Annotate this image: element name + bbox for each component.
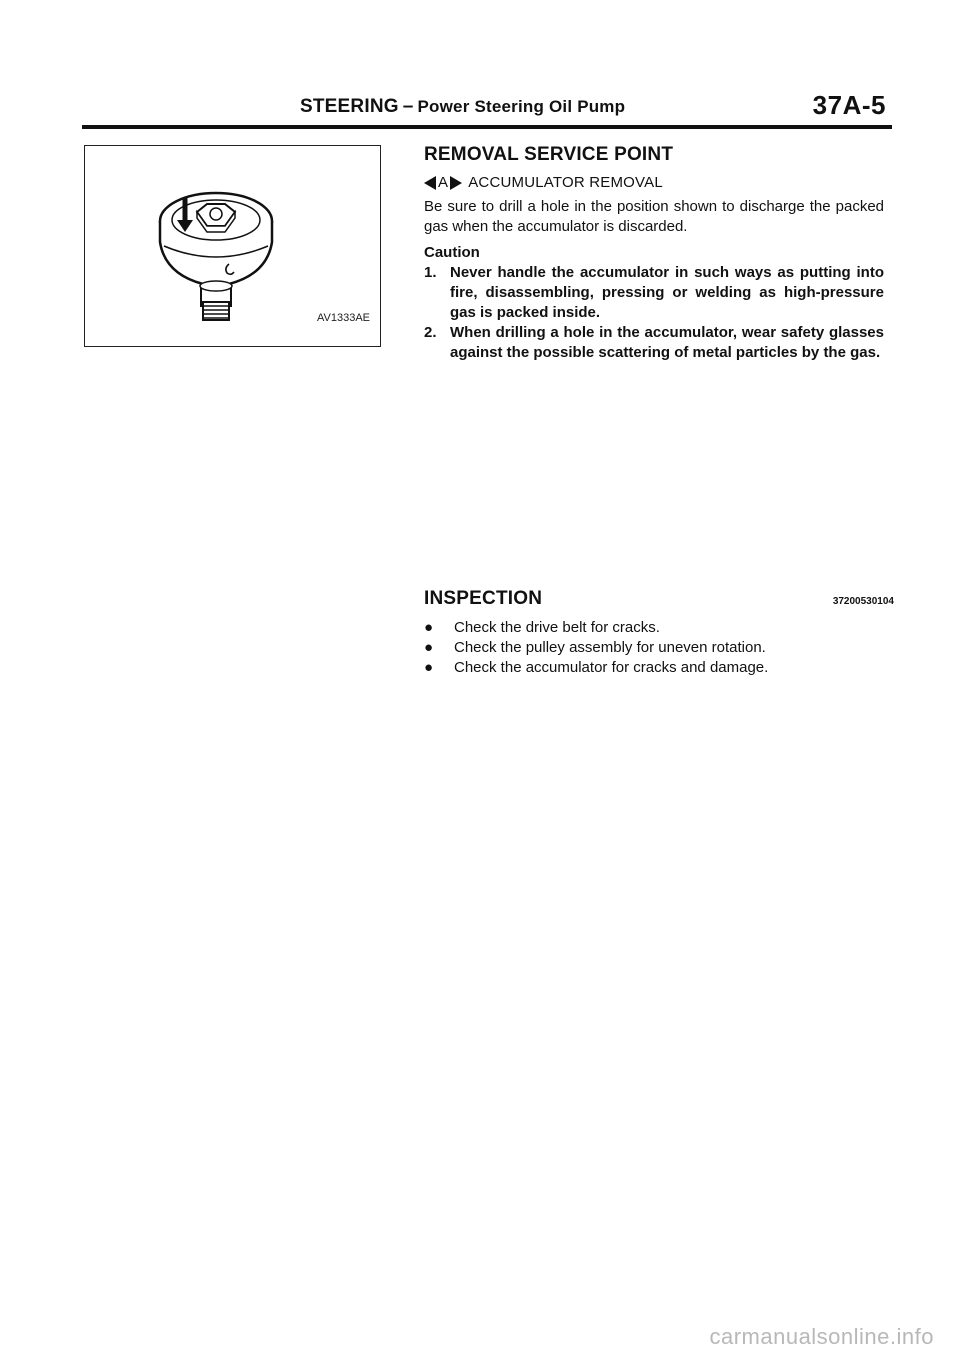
removal-paragraph: Be sure to drill a hole in the position shown to discharge the packed gas when the accumulator is discarded. [424, 198, 884, 235]
accumulator-figure [84, 145, 381, 347]
bullet-icon: ● [424, 639, 434, 656]
list-item-text: Check the accumulator for cracks and damage. [454, 659, 769, 676]
header-title [300, 96, 625, 118]
list-item [424, 323, 884, 363]
caution-label: Caution [424, 244, 480, 261]
list-item [424, 658, 894, 678]
list-item-text: Never handle the accumulator in such ways as putting into fire, disassembling, pressing or welding as high-pressure gas is packed inside. [450, 264, 884, 321]
list-item-number: 1. [424, 264, 437, 281]
triangle-right-icon [450, 176, 462, 190]
inspection-code: 37200530104 [832, 596, 894, 607]
inspection-title: INSPECTION [424, 588, 543, 609]
step-heading [424, 174, 884, 191]
watermark: carmanualsonline.info [709, 1324, 934, 1349]
bullet-icon: ● [424, 659, 434, 676]
bullet-icon: ● [424, 619, 434, 636]
list-item-text: Check the drive belt for cracks. [454, 619, 660, 636]
header-dash: – [402, 96, 414, 117]
triangle-left-icon [424, 176, 436, 190]
figure-code: AV1333AE [316, 312, 370, 324]
header-subsection: Power Steering Oil Pump [417, 97, 626, 116]
page-header [82, 90, 886, 126]
removal-title: REMOVAL SERVICE POINT [424, 144, 674, 165]
list-item [424, 618, 894, 638]
page-number: 37A-5 [812, 90, 886, 120]
list-item [424, 263, 884, 323]
inspection-heading [424, 588, 894, 610]
list-item [424, 638, 894, 658]
removal-section [424, 144, 884, 363]
inspection-section [424, 588, 894, 678]
list-item-number: 2. [424, 324, 437, 341]
list-item-text: Check the pulley assembly for uneven rotation. [454, 639, 766, 656]
step-label: A [438, 174, 449, 191]
header-section-name: STEERING [300, 96, 399, 117]
header-divider [82, 125, 892, 129]
step-title: ACCUMULATOR REMOVAL [468, 174, 663, 191]
list-item-text: When drilling a hole in the accumulator, wear safety glasses against the possible scattering of metal particles by the gas. [450, 324, 884, 361]
inspection-list [424, 618, 894, 678]
caution-list [424, 263, 884, 363]
